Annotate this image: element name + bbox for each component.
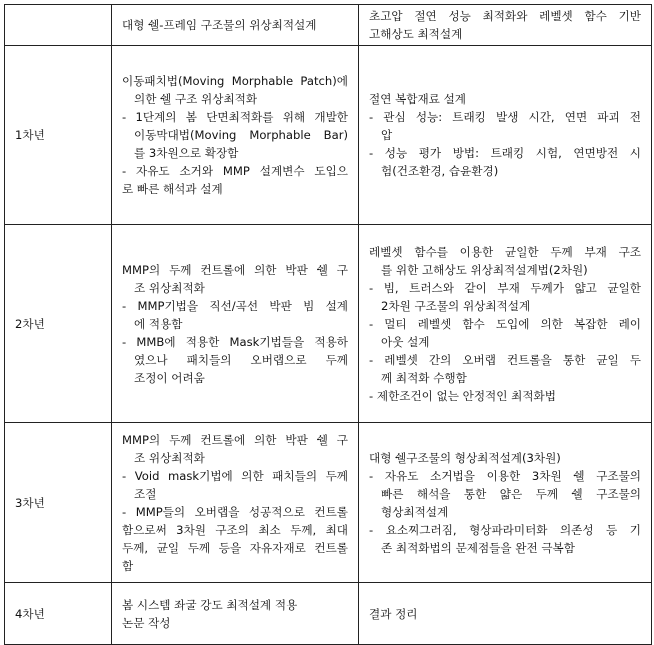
header-col1-text: 대형 쉘-프레임 구조물의 위상최적설계 (122, 18, 317, 32)
cell-line: 이동패치법(Moving Morphable Patch)에 (122, 74, 348, 88)
header-col1 (112, 5, 359, 46)
cell-line: MMP의 두께 컨트롤에 의한 박판 쉘 구 (122, 262, 348, 277)
cell-line: - MMP기법을 직선/곡선 박판 빔 설계 (122, 298, 348, 313)
col1-cell (112, 46, 359, 225)
col1-cell (112, 225, 359, 423)
cell-line: 절연 복합재료 설계 (369, 92, 466, 106)
col1-cell (112, 583, 359, 645)
cell-line: - 자유도 소거법을 이용한 3차원 쉘 구조물의 (369, 468, 641, 483)
cell-line: 아웃 설계 (381, 334, 430, 349)
col2-cell (359, 583, 652, 645)
cell-line: 로 빠른 해석과 설계 (122, 182, 223, 196)
cell-line: - 관심 성능: 트래킹 발생 시간, 연면 파괴 전 (369, 110, 641, 124)
cell-line: 였으나 패치들의 오버랩으로 두께 (134, 352, 348, 367)
cell-line: 조절 (134, 486, 157, 501)
cell-line: 레벨셋 함수를 이용한 균일한 두께 부재 구조 (369, 244, 641, 259)
cell-line: 조정이 어려움 (134, 370, 205, 385)
cell-line: 를 3차원으로 확장함 (134, 146, 239, 160)
cell-line: 이동막대법(Moving Morphable Bar) (134, 128, 348, 142)
cell-line: - 1단계의 봄 단면최적화를 위해 개발한 (122, 110, 348, 124)
cell-line: - 자유도 소거와 MMP 설계변수 도입으 (122, 164, 348, 178)
cell-line: 에 적용함 (134, 316, 183, 331)
cell-line: 조 위상최적화 (134, 450, 205, 465)
cell-line: 함으로써 3차원 구조의 최소 두께, 최대 (122, 522, 348, 537)
cell-line: - 레벨셋 간의 오버랩 컨트롤을 통한 균일 두 (369, 352, 641, 367)
cell-line: 빠른 해석을 통한 얇은 두께 쉘 구조물의 (381, 486, 641, 501)
cell-line: 존 최적화법의 문제점들을 완전 극복함 (381, 540, 575, 555)
cell-line: - Void mask기법에 의한 패치들의 두께 (122, 468, 348, 483)
cell-line: 결과 정리 (369, 606, 418, 621)
header-col2-line: 초고압 절연 성능 최적화와 레벨셋 함수 기반 (369, 9, 641, 23)
cell-line: 논문 작성 (122, 615, 171, 630)
cell-line: - 요소찌그러짐, 형상파라미터화 의존성 등 기 (369, 522, 641, 537)
cell-line: 함 (122, 558, 134, 573)
cell-line: - MMB에 적용한 Mask기법들을 적용하 (122, 334, 348, 349)
cell-line: 두께, 균일 두께 등을 자유자재로 컨트롤 (122, 540, 348, 555)
col2-cell (359, 423, 652, 583)
year-cell: 1차년 (5, 46, 112, 225)
table-row (5, 423, 652, 583)
header-col2-line: 고해상도 최적설계 (369, 27, 463, 41)
table-row (5, 583, 652, 645)
cell-line: - 제한조건이 없는 안정적인 최적화법 (369, 388, 556, 403)
col2-cell (359, 225, 652, 423)
cell-line: 압 (381, 128, 393, 142)
cell-line: 형상최적설계 (381, 504, 449, 519)
cell-line: 를 위한 고해상도 위상최적설계법(2차원) (381, 262, 588, 277)
header-col2 (359, 5, 652, 46)
cell-line: - MMP들의 오버랩을 성공적으로 컨트롤 (122, 504, 348, 519)
year-cell: 2차년 (5, 225, 112, 423)
year-cell: 4차년 (5, 583, 112, 645)
col1-cell (112, 423, 359, 583)
cell-line: 대형 쉘구조물의 형상최적설계(3차원) (369, 450, 561, 465)
cell-line: 조 위상최적화 (134, 280, 205, 295)
cell-line: 2차원 구조물의 위상최적설계 (381, 298, 531, 313)
table-row (5, 46, 652, 225)
cell-line: - 성능 평가 방법: 트래킹 시험, 연면방전 시 (369, 146, 641, 160)
cell-line: 험(건조환경, 습윤환경) (381, 164, 499, 178)
col2-cell (359, 46, 652, 225)
cell-line: 봄 시스템 좌굴 강도 최적설계 적용 (122, 597, 298, 612)
cell-line: 께 최적화 수행함 (381, 370, 467, 385)
research-plan-table (4, 4, 652, 645)
cell-line: - 멀티 레벨셋 함수 도입에 의한 복잡한 레이 (369, 316, 641, 331)
table-header-row (5, 5, 652, 46)
cell-line: 의한 쉘 구조 위상최적화 (134, 92, 258, 106)
cell-line: - 빔, 트러스와 같이 부재 두께가 얇고 균일한 (369, 280, 641, 295)
table-row (5, 225, 652, 423)
year-cell: 3차년 (5, 423, 112, 583)
cell-line: MMP의 두께 컨트롤에 의한 박판 쉘 구 (122, 432, 348, 447)
header-year-cell (5, 5, 112, 46)
